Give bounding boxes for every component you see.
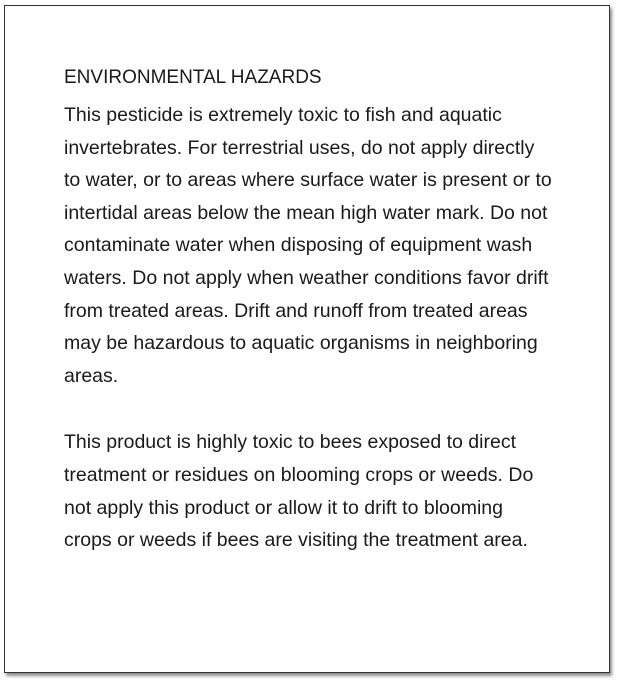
- fish-toxicity-paragraph: This pesticide is extremely toxic to fish and aquatic invertebrates. For terrestrial uses, do not apply directly to water, or to areas where surface water is present or to intertidal areas below the mean high water mark. Do not contaminate water when disposing of equipment wash waters. Do not apply when weather conditions favor drift from treated areas. Drift and runoff from treated areas may be hazardous to aquatic organisms in neighboring areas.: [64, 104, 552, 387]
- section-heading: ENVIRONMENTAL HAZARDS: [64, 67, 322, 88]
- label-content: [64, 66, 564, 557]
- bee-toxicity-paragraph: This product is highly toxic to bees exposed to direct treatment or residues on blooming crops or weeds. Do not apply this product or allow it to drift to blooming crops or weeds if bees are visiting the treatment area.: [64, 431, 534, 552]
- label-panel: [4, 5, 610, 673]
